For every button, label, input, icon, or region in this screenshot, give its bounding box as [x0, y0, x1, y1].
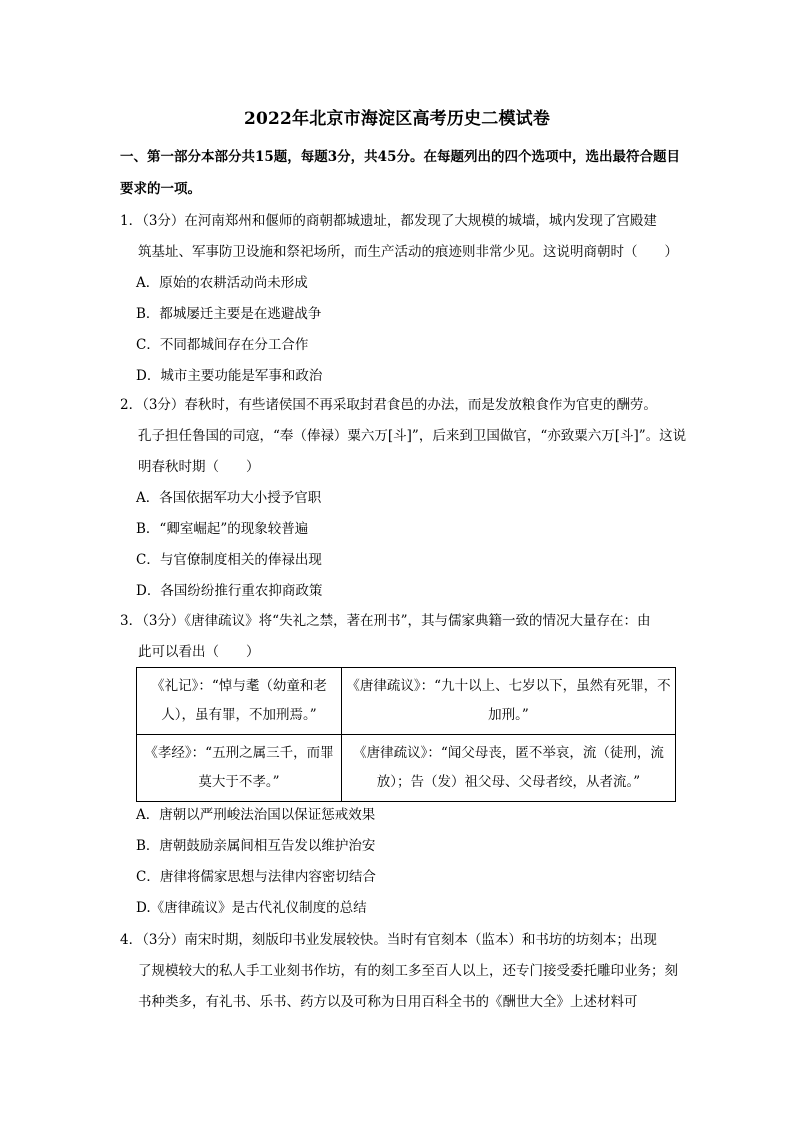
question-2-option-a: A．各国依据军功大小授予官职: [136, 490, 322, 506]
table-cell: 《礼记》：“悼与耄（幼童和老人），虽有罪，不加刑焉。”: [137, 668, 342, 735]
comparison-table: [136, 667, 676, 802]
question-3-option-b: B．唐朝鼓励亲属间相互告发以维护治安: [136, 838, 376, 854]
table-cell: 《唐律疏议》：“九十以上、七岁以下，虽然有死罪，不加刑。”: [342, 668, 676, 735]
question-1: [120, 206, 690, 392]
question-3-stem-first: 3．（3分）《唐律疏议》将“失礼之禁，著在刑书”，其与儒家典籍一致的情况大量存在：由: [120, 613, 651, 629]
table-row: [137, 735, 676, 802]
question-2-option-d: D．各国纷纷推行重农抑商政策: [136, 583, 323, 599]
question-2-stem-first: 2．（3分）春秋时，有些诸侯国不再采取封君食邑的办法，而是发放粮食作为官吏的酬劳。: [120, 397, 657, 413]
table-row: [137, 668, 676, 735]
question-3: [120, 606, 690, 668]
question-1-option-d: D．城市主要功能是军事和政治: [136, 368, 323, 384]
question-2-option-b: B．“卿室崛起”的现象较普遍: [136, 521, 309, 537]
question-2-option-c: C．与官僚制度相关的俸禄出现: [136, 552, 322, 568]
question-1-stem-first: 1．（3分）在河南郑州和偃师的商朝都城遗址，都发现了大规模的城墙，城内发现了宫殿建: [120, 213, 657, 229]
question-4: [120, 925, 690, 1018]
table-cell: 《唐律疏议》：“闻父母丧，匿不举哀，流（徒刑，流放）；告（发）祖父母、父母者绞，从者流。”: [342, 735, 676, 802]
question-1-stem-rest: 筑基址、军事防卫设施和祭祀场所，而生产活动的痕迹则非常少见。这说明商朝时（ ）: [138, 244, 678, 260]
question-2: [120, 390, 690, 607]
question-4-stem-first: 4．（3分）南宋时期，刻版印书业发展较快。当时有官刻本（监本）和书坊的坊刻本；出现: [120, 932, 657, 948]
question-3-option-d: D.《唐律疏议》是古代礼仪制度的总结: [136, 900, 367, 916]
question-1-option-b: B．都城屡迁主要是在逃避战争: [136, 306, 322, 322]
question-1-option-c: C．不同都城间存在分工合作: [136, 337, 309, 353]
question-1-option-a: A．原始的农耕活动尚未形成: [136, 275, 308, 291]
table-cell: 《孝经》：“五刑之属三千，而罪莫大于不孝。”: [137, 735, 342, 802]
question-2-stem-rest: 孔子担任鲁国的司寇，“奉（俸禄）粟六万[斗]”，后来到卫国做官，“亦致粟六万[斗]”。这说明春秋时期（ ）: [138, 428, 687, 475]
question-3-options: [120, 800, 690, 924]
question-3-option-c: C．唐律将儒家思想与法律内容密切结合: [136, 869, 376, 885]
question-3-stem-rest: 此可以看出（ ）: [138, 644, 260, 660]
page-title: 2022年北京市海淀区高考历史二模试卷: [243, 109, 551, 129]
question-4-stem-rest: 了规模较大的私人手工业刻书作坊，有的刻工多至百人以上，还专门接受委托雕印业务；刻书种类多，有礼书、乐书、药方以及可称为日用百科全书的《酬世大全》上述材料可: [138, 963, 678, 1010]
section-heading: 一、第一部分本部分共15题，每题3分，共45分。在每题列出的四个选项中，选出最符合题目要求的一项。: [120, 149, 680, 197]
question-3-option-a: A．唐朝以严刑峻法治国以保证惩戒效果: [136, 807, 376, 823]
